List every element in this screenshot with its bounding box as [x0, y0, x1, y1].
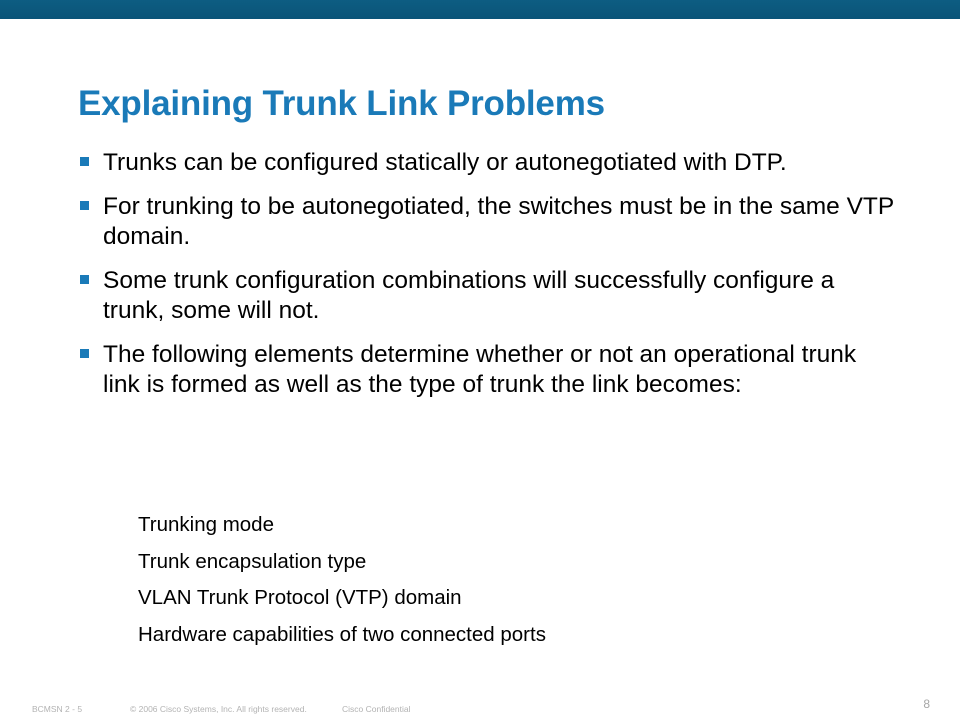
sub-bullet-item: VLAN Trunk Protocol (VTP) domain: [138, 586, 462, 609]
bullet-list: [78, 148, 898, 414]
header-bar: [0, 0, 960, 19]
sub-bullet-list: [138, 507, 546, 653]
bullet-item: [78, 148, 898, 178]
square-bullet-icon: [80, 157, 89, 166]
footer-confidential: Cisco Confidential: [342, 704, 411, 714]
sub-bullet-item: Trunk encapsulation type: [138, 549, 367, 573]
footer-course: BCMSN 2 - 5: [32, 704, 83, 714]
bullet-text: The following elements determine whether or not an operational trunk link is formed as well as the type of trunk the link becomes:: [103, 341, 857, 398]
square-bullet-icon: [80, 201, 89, 210]
bullet-text: Trunks can be configured statically or autonegotiated with DTP.: [103, 149, 787, 176]
bullet-text: For trunking to be autonegotiated, the switches must be in the same VTP domain.: [103, 193, 894, 250]
bullet-text: Some trunk configuration combinations will successfully configure a trunk, some will not.: [103, 267, 835, 324]
sub-bullet-item: Trunking mode: [138, 513, 274, 536]
square-bullet-icon: [80, 275, 89, 284]
square-bullet-icon: [80, 349, 89, 358]
page-number: 8: [923, 697, 930, 711]
sub-bullet-item: Hardware capabilities of two connected ports: [138, 622, 546, 646]
bullet-item: [78, 340, 898, 400]
slide-title: Explaining Trunk Link Problems: [78, 84, 605, 123]
bullet-item: [78, 266, 898, 326]
footer-copyright: © 2006 Cisco Systems, Inc. All rights reserved.: [130, 704, 307, 714]
bullet-item: [78, 192, 898, 252]
